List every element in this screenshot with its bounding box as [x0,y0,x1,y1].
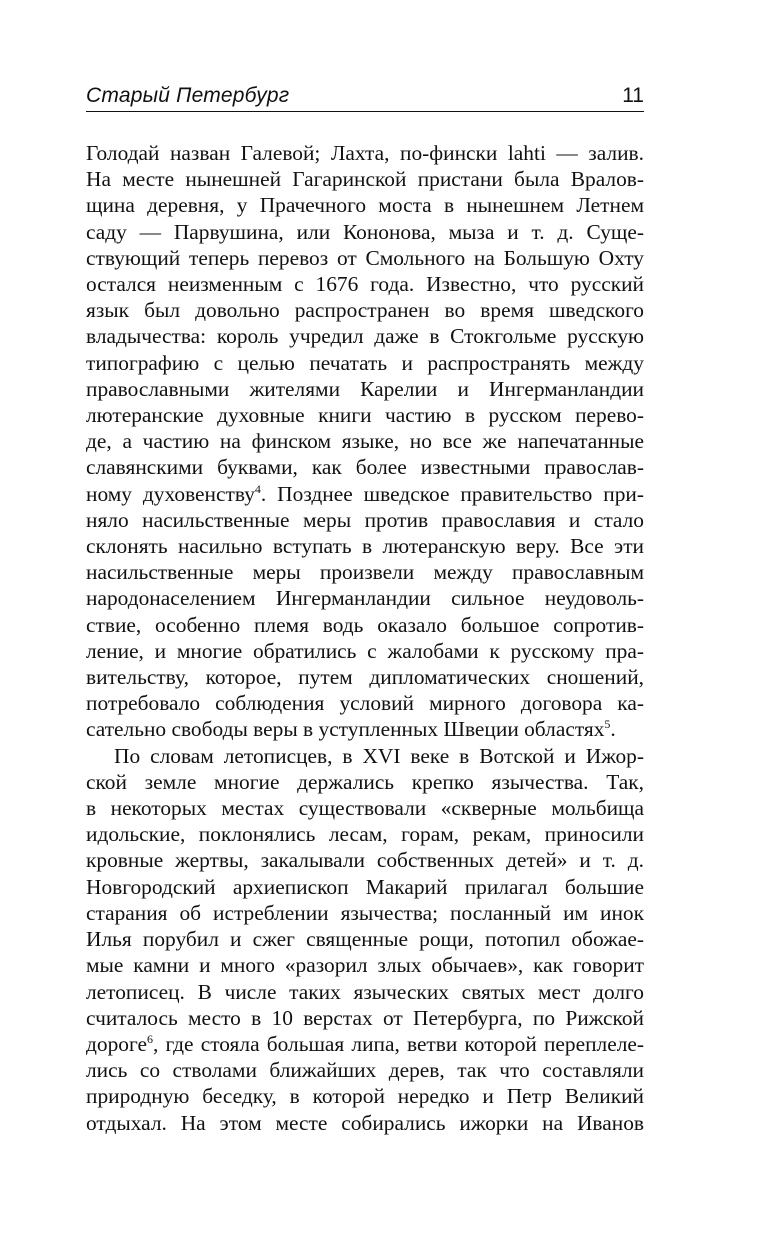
text-line: саду — Парвушина, или Кононова, мыза и т. д. Суще- [86,219,644,244]
paragraph-2 [86,743,644,1136]
body-text [86,140,644,1136]
text-line: остался неизменным с 1676 года. Известно, что русский [86,272,644,297]
text-line: насильственные меры произвели между православным [86,560,644,585]
text-line: лись со стволами ближайших дерев, так что составляли [86,1058,644,1083]
text-line: На месте нынешней Гагаринской пристани была Вралов- [86,167,644,192]
text-line: старания об истреблении язычества; посланный им инок [86,900,644,925]
text-line: идольские, поклонялись лесам, горам, рекам, приносили [86,822,644,847]
text-line: язык был довольно распространен во время шведского [86,298,644,323]
text-line: Новгородский архиепископ Макарий прилагал большие [86,874,644,899]
text-line: природную беседку, в которой нередко и Петр Великий [86,1084,644,1109]
text-line: Голодай назван Галевой; Лахта, по-фински lahti — залив. [86,141,644,165]
text-line: считалось место в 10 верстах от Петербурга, по Рижской [86,1005,644,1030]
text-line: ствие, особенно племя водь оказало большое сопротив- [86,612,644,637]
page-number: 11 [622,84,644,107]
text-line: де, а частию на финском языке, но все же напечатанные [86,429,644,454]
text-line: народонаселением Ингерманландии сильное неудоволь- [86,586,644,611]
footnote-marker: 6 [146,1031,153,1046]
text-line: потребовало соблюдения условий мирного договора ка- [86,691,644,716]
text-line: кровные жертвы, закалывали собственных детей» и т. д. [86,848,644,873]
text-line: славянскими буквами, как более известными православ- [86,455,644,480]
text-line-with-footnote [86,1031,644,1057]
text-line: ствующий теперь перевоз от Смольного на Большую Охту [86,245,644,270]
text-line: типографию с целью печатать и распространять между [86,350,644,375]
text-line: По словам летописцев, в XVI веке в Вотской и Ижор- [114,743,644,768]
text-line: Илья порубил и сжег священные рощи, потопил обожае- [86,927,644,952]
text-line: мые камни и много «разорил злых обычаев», как говорит [86,953,644,978]
footnote-marker: 4 [254,481,261,496]
text-line: склонять насильно вступать в лютеранскую веру. Все эти [86,534,644,559]
text-line-with-footnote [86,481,644,507]
text-line: владычества: король учредил даже в Стокгольме русскую [86,324,644,349]
text-fragment: дороге [86,1031,147,1056]
book-page [86,84,644,1136]
text-line: в некоторых местах существовали «скверные мольбища [86,796,644,821]
running-head [86,84,644,112]
paragraph-1 [86,140,644,743]
text-line: православными жителями Карелии и Ингерманландии [86,376,644,401]
text-line: ление, и многие обратились с жалобами к русскому пра- [86,638,644,663]
text-fragment: , где стояла большая липа, ветви которой переплеле- [152,1031,644,1056]
text-line-with-footnote: сательно свободы веры в уступленных Швеции областях$^5$. [86,717,616,742]
text-line: отдыхал. На этом месте собирались ижорки на Иванов [86,1110,644,1135]
text-fragment: ному духовенству [86,481,255,506]
text-fragment: . Позднее шведское правительство при- [260,481,644,506]
footnote-marker: 5 [604,717,611,732]
text-line: лютеранские духовные книги частию в русском перево- [86,403,644,428]
text-line: няло насильственные меры против православия и стало [86,507,644,532]
text-fragment: сательно свободы веры в уступленных Швеции областях [86,717,605,742]
text-line: щина деревня, у Прачечного моста в нынешнем Летнем [86,193,644,218]
text-line: ской земле многие держались крепко язычества. Так, [86,769,644,794]
text-line: вительству, которое, путем дипломатических сношений, [86,665,644,690]
text-line: летописец. В числе таких языческих святых мест долго [86,979,644,1004]
running-title: Старый Петербург [86,84,290,107]
